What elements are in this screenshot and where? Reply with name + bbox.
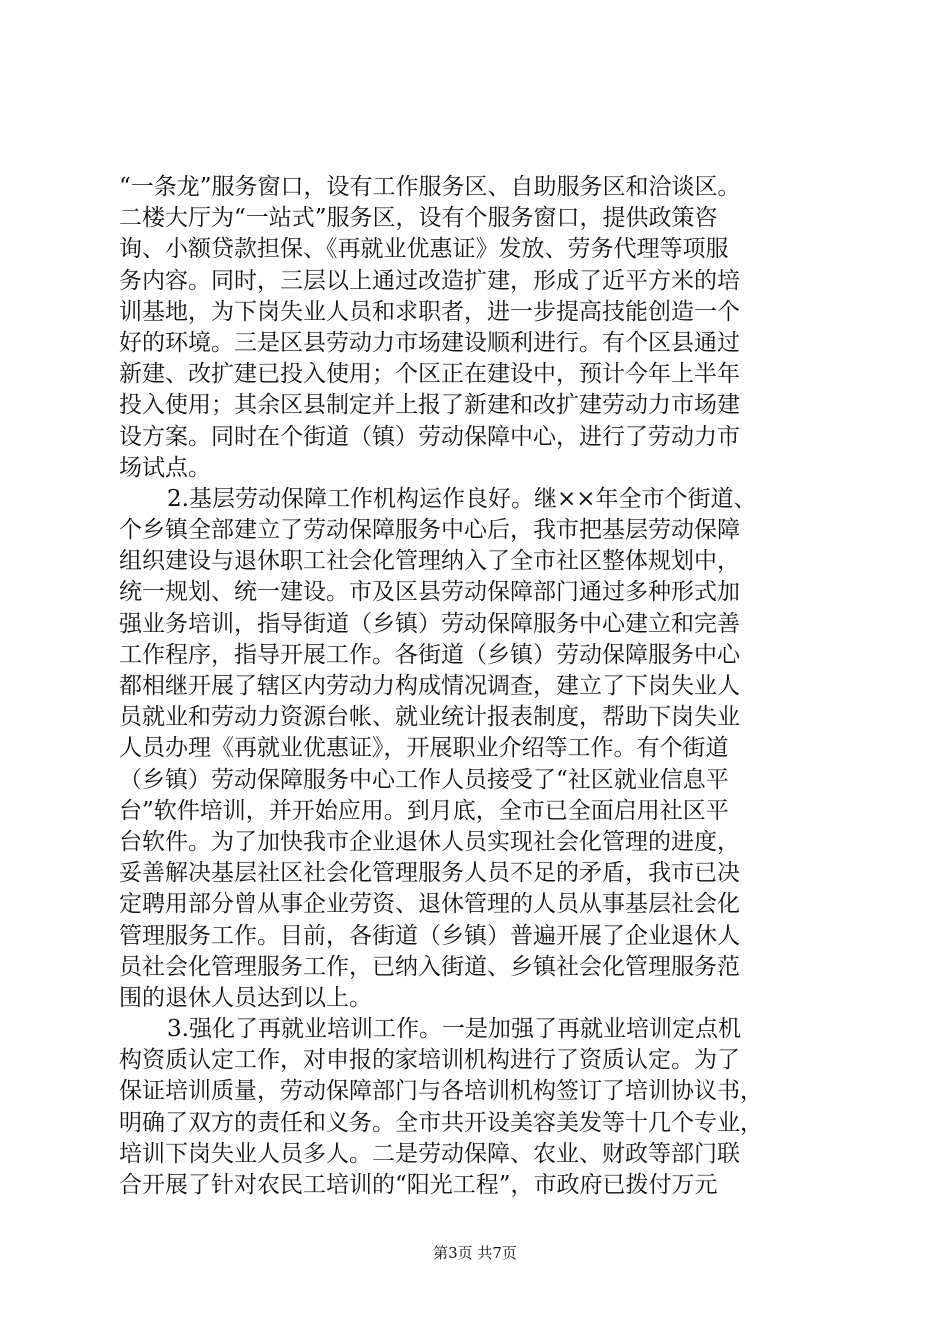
text-line: 二楼大厅为“一站式”服务区，设有个服务窗口，提供政策咨 — [119, 205, 718, 232]
text-line: 强业务培训，指导街道（乡镇）劳动保障服务中心建立和完善 — [119, 610, 740, 637]
text-line: 都相继开展了辖区内劳动力构成情况调查，建立了下岗失业人 — [119, 673, 740, 699]
text-line: 定聘用部分曾从事企业劳资、退休管理的人员从事基层社会化 — [119, 891, 740, 918]
text-line: 明确了双方的责任和义务。全市共开设美容美发等十几个专业， — [119, 1109, 763, 1136]
text-line: 培训下岗失业人员多人。二是劳动保障、农业、财政等部门联 — [119, 1140, 740, 1167]
text-line: （乡镇）劳动保障服务中心工作人员接受了“社区就业信息平 — [119, 766, 729, 793]
text-line: 务内容。同时，三层以上通过改造扩建，形成了近平方米的培 — [119, 267, 740, 294]
text-line: 询、小额贷款担保、《再就业优惠证》发放、劳务代理等项服 — [119, 236, 729, 263]
text-line: 妥善解决基层社区社会化管理服务人员不足的矛盾，我市已决 — [119, 860, 740, 887]
text-line: 统一规划、统一建设。市及区县劳动保障部门通过多种形式加 — [119, 579, 740, 606]
text-line: 人员办理《再就业优惠证》，开展职业介绍等工作。有个街道 — [119, 735, 729, 762]
text-line: 2.基层劳动保障工作机构运作良好。继××年全市个街道、 — [167, 485, 757, 512]
text-line: 组织建设与退休职工社会化管理纳入了全市社区整体规划中， — [119, 548, 740, 575]
text-line: 围的退休人员达到以上。 — [119, 984, 372, 1011]
text-line: 构资质认定工作，对申报的家培训机构进行了资质认定。为了 — [119, 1047, 740, 1074]
body-text — [119, 172, 831, 1201]
text-line: 保证培训质量，劳动保障部门与各培训机构签订了培训协议书， — [119, 1078, 763, 1105]
text-line: 个乡镇全部建立了劳动保障服务中心后，我市把基层劳动保障 — [119, 517, 740, 544]
text-line: 管理服务工作。目前，各街道（乡镇）普遍开展了企业退休人 — [119, 922, 740, 949]
page-footer: 第3页 共7页 — [433, 1244, 517, 1262]
text-line: 台”软件培训，并开始应用。到月底，全市已全面启用社区平 — [119, 797, 729, 824]
text-line: “一条龙”服务窗口，设有工作服务区、自助服务区和洽谈区。 — [119, 174, 741, 200]
text-line: 设方案。同时在个街道（镇）劳动保障中心，进行了劳动力市 — [119, 423, 740, 450]
text-line: 新建、改扩建已投入使用；个区正在建设中，预计今年上半年 — [119, 361, 740, 388]
text-line: 场试点。 — [119, 454, 211, 481]
text-line: 台软件。为了加快我市企业退休人员实现社会化管理的进度， — [119, 828, 740, 855]
text-line: 训基地，为下岗失业人员和求职者，进一步提高技能创造一个 — [119, 298, 740, 325]
text-line: 员就业和劳动力资源台帐、就业统计报表制度，帮助下岗失业 — [119, 704, 740, 731]
text-line: 合开展了针对农民工培训的“阳光工程”，市政府已拨付万元 — [119, 1172, 718, 1198]
text-line: 好的环境。三是区县劳动力市场建设顺利进行。有个区县通过 — [119, 329, 740, 356]
text-line: 员社会化管理服务工作，已纳入街道、乡镇社会化管理服务范 — [119, 953, 740, 980]
text-line: 3.强化了再就业培训工作。一是加强了再就业培训定点机 — [167, 1016, 741, 1043]
text-line: 投入使用；其余区县制定并上报了新建和改扩建劳动力市场建 — [119, 392, 740, 419]
text-line: 工作程序，指导开展工作。各街道（乡镇）劳动保障服务中心 — [119, 641, 740, 668]
